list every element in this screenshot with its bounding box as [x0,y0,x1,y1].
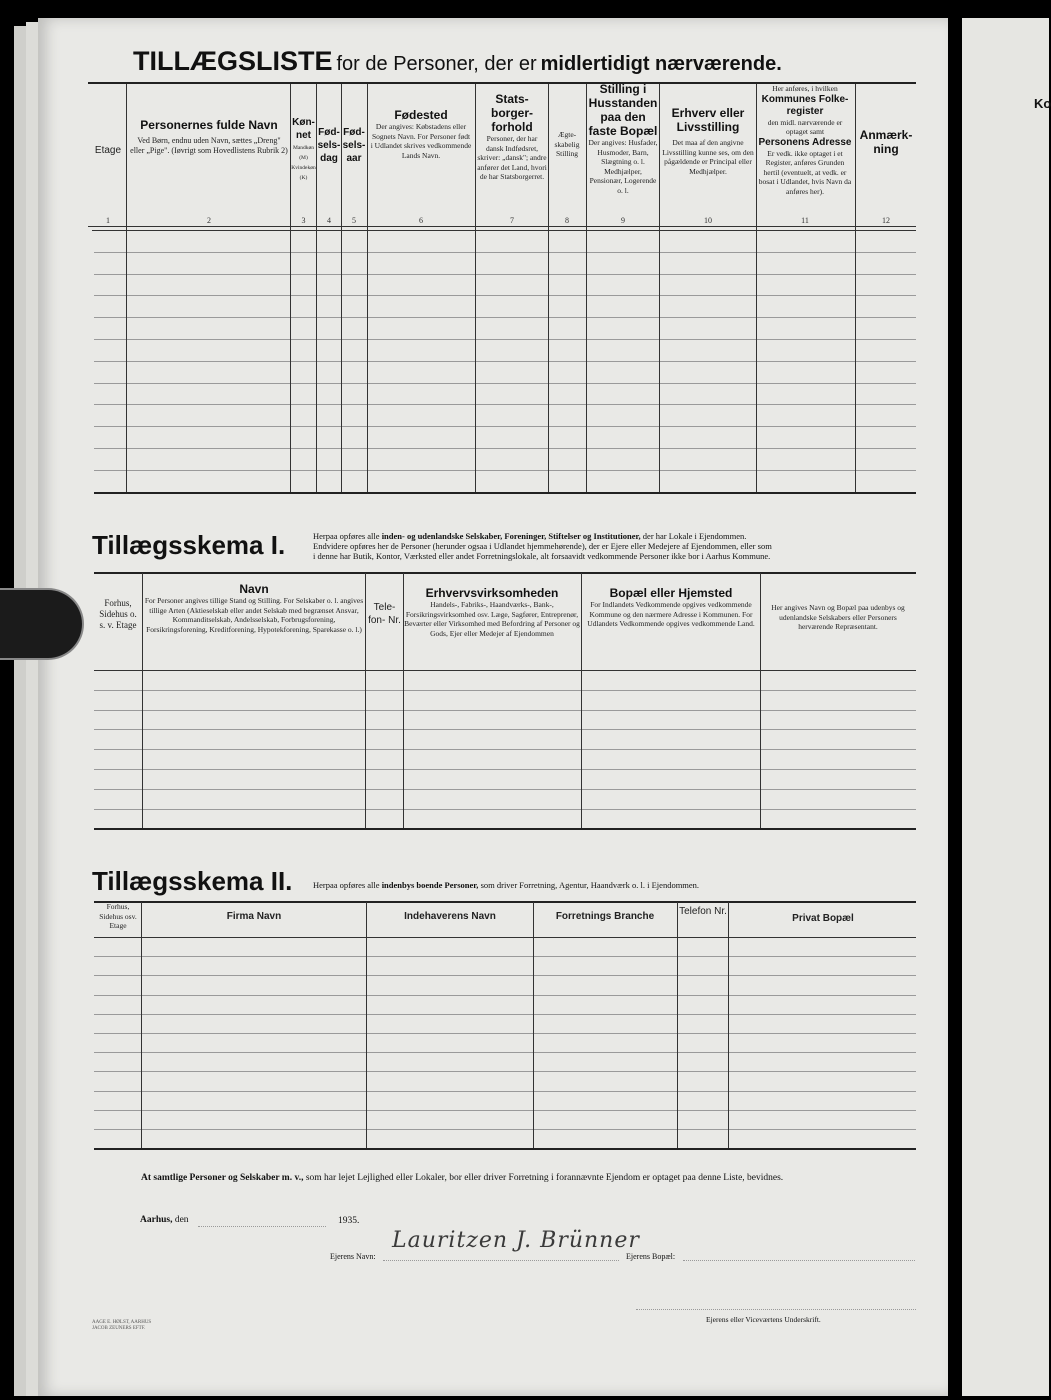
skema2-description: Herpaa opføres alle indenbys boende Personer, som driver Forretning, Agentur, Haandværk o. l. i Ejendommen. [313,880,700,890]
year: 1935. [338,1216,360,1226]
owner-address-field[interactable] [683,1260,915,1261]
col-num: 10 [704,216,712,225]
column-rule [366,902,367,1148]
col-etage: Etage [94,145,122,156]
col-num: 12 [882,216,890,225]
owner-address-label: Ejerens Bopæl: [626,1252,676,1261]
s1-col-etage: Forhus, Sidehus o. s. v. Etage [99,598,137,630]
skema2-row[interactable] [94,1033,916,1034]
main-table-row[interactable] [94,252,916,253]
place: Aarhus, [140,1215,173,1225]
column-rule [367,84,368,492]
den-label: den [174,1215,189,1225]
skema2-row[interactable] [94,956,916,957]
column-rule [475,84,476,492]
skema2-bottom [94,1148,916,1150]
s1-col-address: Bopæl eller Hjemsted For Indlandets Vedkommende opgives vedkommende Kommune og den nærmere Adresse i Kommunen. For Udlandets Vedkommende opgives vedkommende Land. [587,586,755,628]
col-num: 9 [621,216,625,225]
skema1-row[interactable] [94,809,916,810]
s2-col-private-address: Privat Bopæl [792,913,854,924]
column-rule [142,573,143,828]
col-name: Personernes fulde Navn Ved Børn, endnu uden Navn, sættes „Dreng" eller „Pige". (Iøvrigt som Hovedlistens Rubrik 2) [130,118,288,155]
column-rule [677,902,678,1148]
owner-signature: Lauritzen J. Brünner [392,1228,640,1253]
main-table-row[interactable] [94,339,916,340]
col-register: Her anføres, i hvilken Kommunes Folke- register den midl. nærværende er optaget samt Personens Adresse Er vedk. ikke optaget i et Register, anføres Grunden hertil (eventuelt, at vedk. er bosat i Udlandet, hvis Navn da anføres her). [758,84,852,196]
main-title [133,46,782,77]
skema1-title: Tillægsskema I. [92,530,286,560]
main-table-row[interactable] [94,448,916,449]
column-rule [760,573,761,828]
s1-col-business: Erhvervsvirksomheden Handels-, Fabriks-, Haandværks-, Bank-, Forsikringsvirksomhed osv. Læge, Sagfører, Entreprenør, Beværter eller Virksomhed med Befordring af Personer og Gods, Ejer eller Medejer af Ejendommen [404,586,580,638]
col-birthyear: Fød- sels- aar [342,127,366,164]
skema2-row[interactable] [94,1091,916,1092]
main-table-row[interactable] [94,361,916,362]
skema2-row[interactable] [94,1129,916,1130]
skema2-top [94,901,916,903]
s2-col-firm: Firma Navn [226,911,282,922]
printer-mark: AAGE E. HØLST, AARHUS JACOB ZEUNERS EFTF. [92,1320,152,1331]
column-rule [728,902,729,1148]
col-num: 5 [352,216,356,225]
col-citizenship: Stats- borger- forhold Personer, der har dansk Indfødsret, skriver: „dansk"; andre anfører det Land, hvori de har Statsborgerret. [477,92,547,181]
facing-page-text: Ko [1034,96,1051,111]
main-title-end: midlertidigt nærværende. [540,53,782,75]
skema1-row[interactable] [94,789,916,790]
main-table-row[interactable] [94,317,916,318]
date-field[interactable] [198,1226,326,1227]
s2-col-etage: Forhus, Sidehus osv. Etage [99,902,137,930]
col-household: Stilling i Husstanden paa den faste Bopæl Der angives: Husfader, Husmoder, Barn, Slægtning o. l. Medhjælper, Pensionær, Logerende o. l. [588,82,658,195]
col-remark: Anmærk- ning [859,128,913,156]
col-occupation: Erhverv eller Livsstilling Det maa af den angivne Livsstilling kunne ses, om den pågældende er Principal eller Medhjælper. [662,106,754,176]
skema1-row[interactable] [94,769,916,770]
col-num: 7 [510,216,514,225]
skema2-title: Tillægsskema II. [92,866,293,896]
skema2-row[interactable] [94,1052,916,1053]
col-num: 3 [301,216,306,225]
main-table-row[interactable] [94,404,916,405]
main-title-bold: TILLÆGSLISTE [133,46,333,76]
skema2-row[interactable] [94,995,916,996]
main-table-row[interactable] [94,274,916,275]
col-num: 4 [327,216,331,225]
skema1-row[interactable] [94,710,916,711]
skema1-bottom [94,828,916,830]
skema2-header-line [94,937,916,938]
s2-col-phone: Telefon Nr. [679,906,727,917]
s1-col-representative: Her angives Navn og Bopæl paa udenbys og udenlandske Selskabers eller Personers herværende Repræsentant. [771,603,905,631]
col-num: 1 [106,216,110,225]
skema1-header-line [94,670,916,671]
skema2-row[interactable] [94,1071,916,1072]
skema2-row[interactable] [94,975,916,976]
col-sex: Køn- net Mandkøn (M) Kvindekøn (K) [291,117,316,181]
s1-col-phone: Tele- fon- Nr. [368,602,401,626]
owner-name-field[interactable] [383,1260,619,1261]
column-rule [533,902,534,1148]
s2-col-branch: Forretnings Branche [555,911,655,922]
skema1-row[interactable] [94,749,916,750]
skema2-row[interactable] [94,1014,916,1015]
s2-col-owner: Indehaverens Navn [404,911,496,922]
signature-field[interactable] [636,1309,916,1310]
col-birthplace: Fødested Der angives: Købstadens eller Sognets Navn. For Personer født i Udlandet skrives vedkommende Lands Navn. [370,108,472,160]
skema1-row[interactable] [94,729,916,730]
signature-caption: Ejerens eller Viceværtens Underskrift. [706,1315,821,1324]
column-rule [581,573,582,828]
main-title-rest: for de Personer, der er [336,53,537,75]
skema1-description: Herpaa opføres alle inden- og udenlandske Selskaber, Foreninger, Stiftelser og Institutioner, der har Lokale i Ejendommen. Endvidere opføres her de Personer (herunder ogsaa i Udlandet hjemmehørende), der er Ejere eller Medejere af Ejendommen, eller som i denne har Butik, Kontor, Værksted eller andet Forretningslokale, alt forsaavidt vedkommende Personer ikke bor i Aarhus Kommune. [313,531,772,561]
skema1-top [94,572,916,574]
col-marital: Ægte- skabelig Stilling [554,130,580,158]
column-rule [365,573,366,828]
attestation: At samtlige Personer og Selskaber m. v., som har lejet Lejlighed eller Lokaler, bor eller driver Forretning i forannævnte Ejendom er optaget paa denne Liste, bevidnes. [141,1173,784,1183]
owner-name-label: Ejerens Navn: [330,1252,376,1261]
date-line [140,1215,189,1225]
main-table-row[interactable] [94,383,916,384]
facing-page [962,18,1049,1396]
main-table-row[interactable] [94,426,916,427]
skema2-row[interactable] [94,1110,916,1111]
main-table-bottom [94,492,916,494]
s1-col-name: Navn For Personer angives tillige Stand og Stilling. For Selskaber o. l. angives tillige Arten (Aktieselskab eller andet Selskab med begrænset Ansvar, Kommanditselskab, Andelsselskab, Forbrugsforening, Forsikringsforening, Kreditforening, Hypotekforening, Sparekasse o. l.) [144,582,364,634]
main-table-row[interactable] [94,470,916,471]
main-table-header-line [88,226,916,227]
thumb [0,588,84,660]
main-table-row[interactable] [94,295,916,296]
main-table-header-line2 [92,230,916,231]
col-num: 2 [207,216,211,225]
col-num: 11 [801,216,809,225]
skema1-row[interactable] [94,690,916,691]
col-birthday: Fød- sels- dag [317,127,341,164]
column-rule [141,902,142,1148]
col-num: 8 [565,216,569,225]
col-num: 6 [419,216,423,225]
